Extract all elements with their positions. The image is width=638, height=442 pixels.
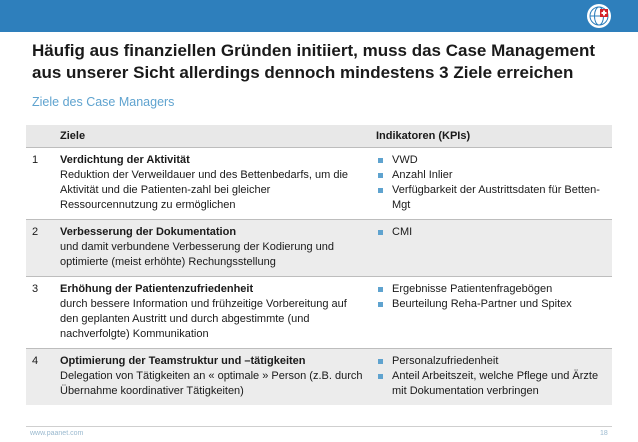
kpi-item: Beurteilung Reha-Partner und Spitex bbox=[376, 297, 606, 312]
kpi-item: Ergebnisse Patientenfragebögen bbox=[376, 282, 606, 297]
kpi-cell bbox=[370, 148, 612, 220]
kpi-cell bbox=[370, 277, 612, 349]
kpi-cell bbox=[370, 349, 612, 406]
table-row bbox=[26, 148, 612, 220]
row-number: 3 bbox=[26, 277, 54, 349]
table-row bbox=[26, 349, 612, 406]
goal-title: Erhöhung der Patientenzufriedenheit bbox=[60, 283, 254, 295]
goal-title: Verdichtung der Aktivität bbox=[60, 154, 190, 166]
kpi-cell bbox=[370, 220, 612, 277]
kpi-item: CMI bbox=[376, 225, 606, 240]
globe-cross-logo-icon bbox=[586, 3, 612, 29]
kpi-list bbox=[376, 354, 606, 399]
page-number: 18 bbox=[600, 430, 608, 437]
table-row bbox=[26, 220, 612, 277]
page-title: Häufig aus finanziellen Gründen initiiert, muss das Case Management aus unserer Sicht allerdings dennoch mindestens 3 Ziele erreichen bbox=[32, 41, 596, 82]
goal-description: und damit verbundene Verbesserung der Kodierung und optimierte (meist erhöhte) Rechungsstellung bbox=[60, 241, 334, 268]
goal-cell bbox=[54, 277, 370, 349]
kpi-item: Anteil Arbeitszeit, welche Pflege und Ärzte mit Dokumentation verbringen bbox=[376, 369, 606, 399]
goal-description: durch bessere Information und frühzeitige Vorbereitung auf den geplanten Austritt und durch abgestimmte (und nachverfolgte) Kommunikation bbox=[60, 298, 347, 340]
row-number: 2 bbox=[26, 220, 54, 277]
goal-cell bbox=[54, 148, 370, 220]
goal-title: Optimierung der Teamstruktur und –tätigkeiten bbox=[60, 355, 306, 367]
kpi-item: Anzahl Inlier bbox=[376, 168, 606, 183]
table-header-row bbox=[26, 125, 612, 148]
page-subtitle: Ziele des Case Managers bbox=[32, 95, 175, 109]
kpi-item: VWD bbox=[376, 153, 606, 168]
goal-cell bbox=[54, 349, 370, 406]
goal-title: Verbesserung der Dokumentation bbox=[60, 226, 237, 238]
goal-description: Reduktion der Verweildauer und des Bettenbedarfs, um die Aktivität und die Patienten-zahl bei gleicher Ressourcennutzung zu ermöglichen bbox=[60, 169, 349, 211]
row-number: 4 bbox=[26, 349, 54, 406]
footer-divider bbox=[26, 426, 612, 427]
footer-url: www.paanet.com bbox=[30, 430, 84, 437]
kpi-list bbox=[376, 225, 606, 240]
top-banner bbox=[0, 0, 638, 32]
column-header-kpis: Indikatoren (KPIs) bbox=[370, 125, 612, 148]
row-number: 1 bbox=[26, 148, 54, 220]
goals-table bbox=[26, 125, 612, 405]
kpi-list bbox=[376, 153, 606, 213]
column-header-goals: Ziele bbox=[54, 125, 370, 148]
kpi-item: Verfügbarkeit der Austrittsdaten für Betten-Mgt bbox=[376, 183, 606, 213]
goal-description: Delegation von Tätigkeiten an « optimale » Person (z.B. durch Übernahme koordinativer Tätigkeiten) bbox=[60, 370, 363, 397]
kpi-item: Personalzufriedenheit bbox=[376, 354, 606, 369]
table-row bbox=[26, 277, 612, 349]
goal-cell bbox=[54, 220, 370, 277]
kpi-list bbox=[376, 282, 606, 312]
column-header-number bbox=[26, 125, 54, 148]
